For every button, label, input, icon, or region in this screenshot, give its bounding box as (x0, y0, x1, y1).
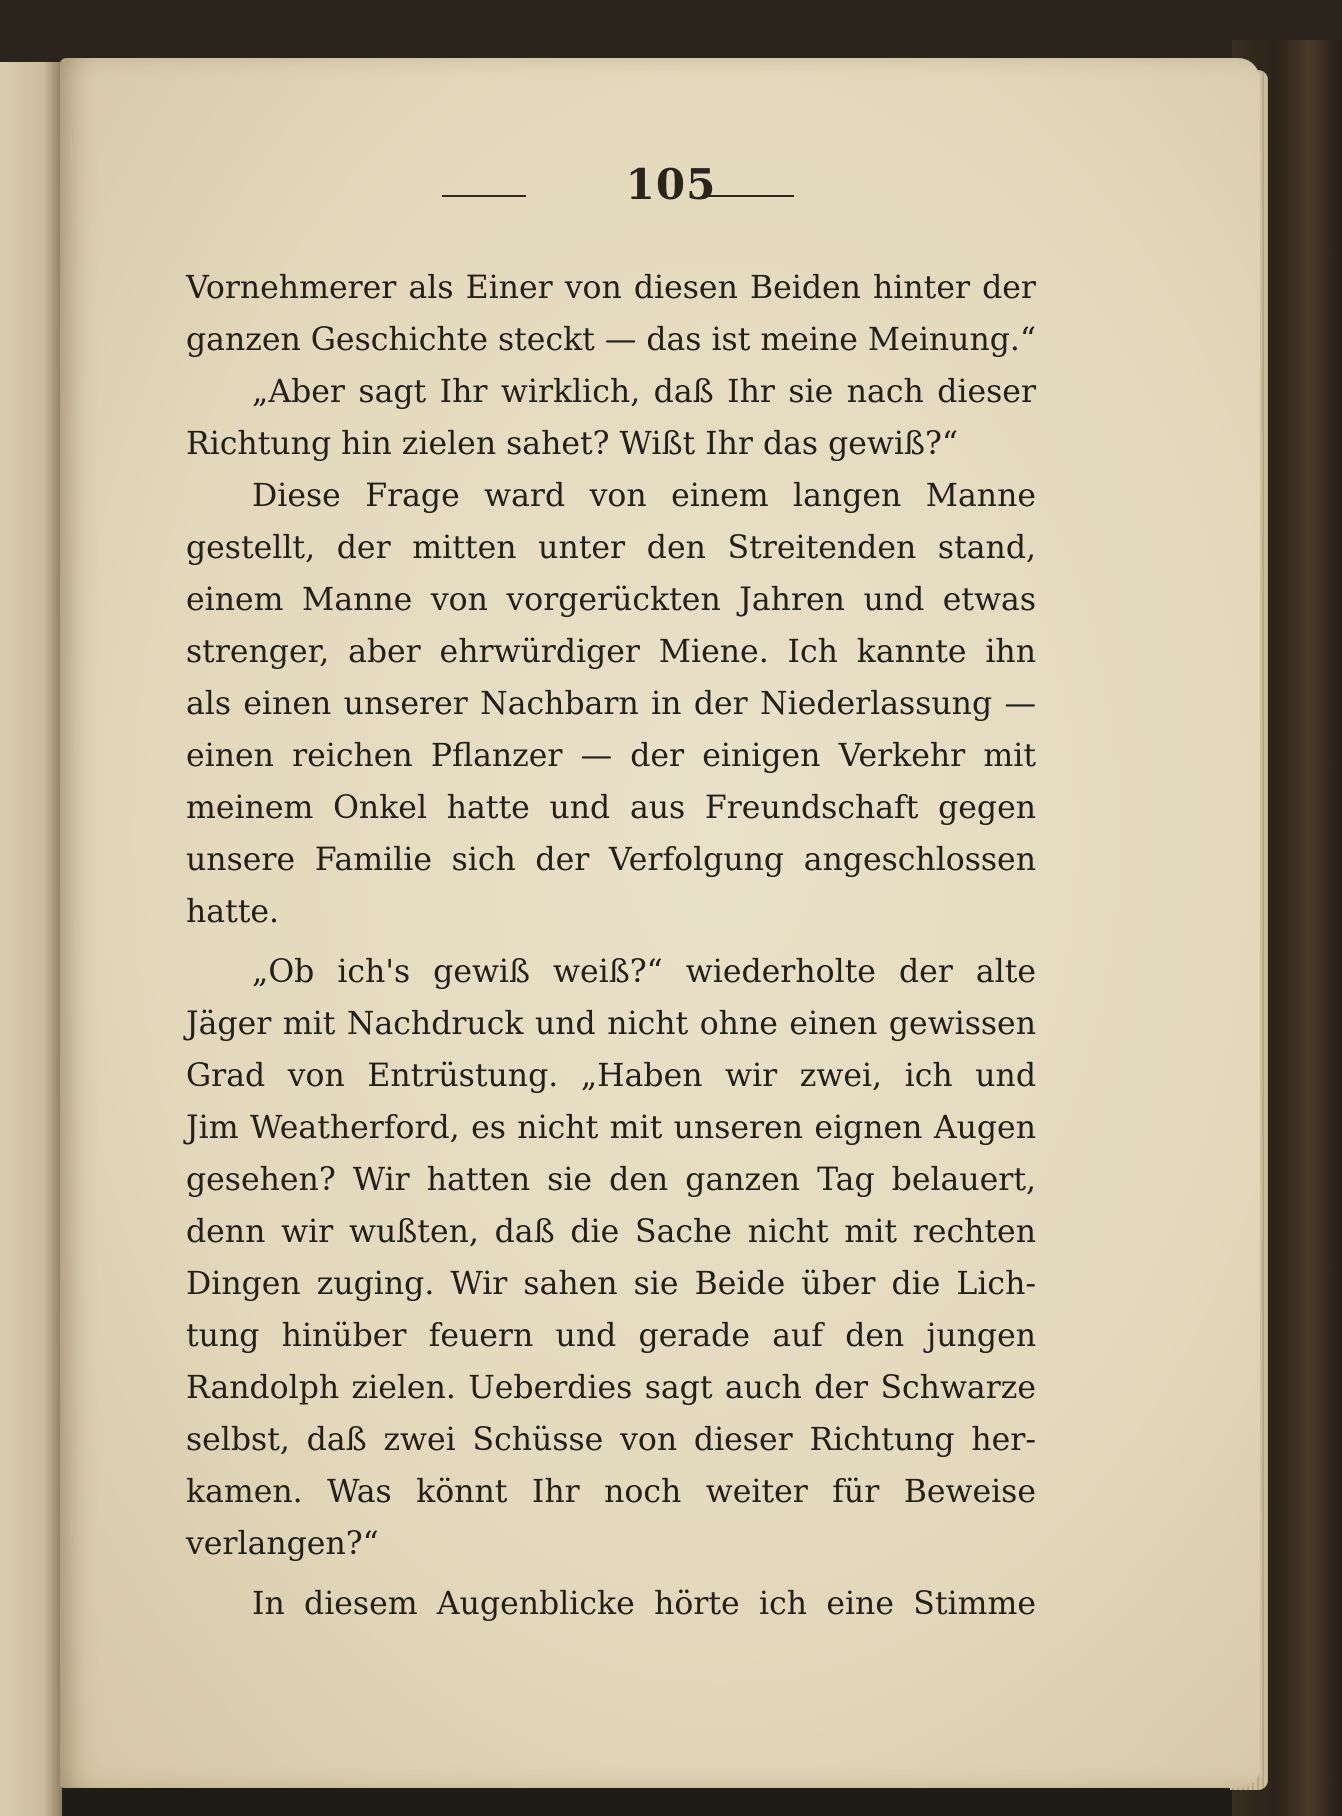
text-line: hatte. (186, 894, 280, 930)
text-line: meinem Onkel hatte und aus Freundschaft gegen (186, 790, 1036, 826)
text-line: als einen unserer Nachbarn in der Niederlassung — (186, 686, 1036, 722)
page-header (0, 160, 1342, 209)
text-line: einem Manne von vorgerückten Jahren und etwas (186, 582, 1036, 618)
text-line: „Ob ich's gewiß weiß?“ wiederholte der alte (252, 954, 1036, 990)
text-line: Grad von Entrüstung. „Haben wir zwei, ich und (186, 1058, 1036, 1094)
text-line: Vornehmerer als Einer von diesen Beiden hinter der (186, 270, 1036, 306)
text-line: „Aber sagt Ihr wirklich, daß Ihr sie nach dieser (252, 374, 1036, 410)
text-line: Jäger mit Nachdruck und nicht ohne einen gewissen (186, 1006, 1036, 1042)
text-line: Diese Frage ward von einem langen Manne (252, 478, 1036, 514)
text-line: denn wir wußten, daß die Sache nicht mit rechten (186, 1214, 1036, 1250)
text-line: gestellt, der mitten unter den Streitenden stand, (186, 530, 1036, 566)
body-text (186, 262, 1036, 1630)
text-line: strenger, aber ehrwürdiger Miene. Ich kannte ihn (186, 634, 1036, 670)
text-line: Dingen zuging. Wir sahen sie Beide über die Lich- (186, 1266, 1036, 1302)
text-line: ganzen Geschichte steckt — das ist meine Meinung.“ (186, 322, 1037, 358)
text-line: gesehen? Wir hatten sie den ganzen Tag belauert, (186, 1162, 1036, 1198)
page-number: 105 (625, 160, 717, 209)
facing-page-edge (0, 62, 62, 1816)
text-line: In diesem Augenblicke hörte ich eine Stimme (252, 1586, 1036, 1622)
text-line: Jim Weatherford, es nicht mit unseren eignen Augen (186, 1110, 1036, 1146)
text-line: kamen. Was könnt Ihr noch weiter für Beweise (186, 1474, 1036, 1510)
text-line: unsere Familie sich der Verfolgung angeschlossen (186, 842, 1036, 878)
text-line: selbst, daß zwei Schüsse von dieser Richtung her- (186, 1422, 1036, 1458)
text-line: verlangen?“ (186, 1526, 379, 1562)
text-line: Randolph zielen. Ueberdies sagt auch der Schwarze (186, 1370, 1036, 1406)
text-line: einen reichen Pflanzer — der einigen Verkehr mit (186, 738, 1036, 774)
text-line: Richtung hin zielen sahet? Wißt Ihr das gewiß?“ (186, 426, 958, 462)
text-line: tung hinüber feuern und gerade auf den jungen (186, 1318, 1036, 1354)
